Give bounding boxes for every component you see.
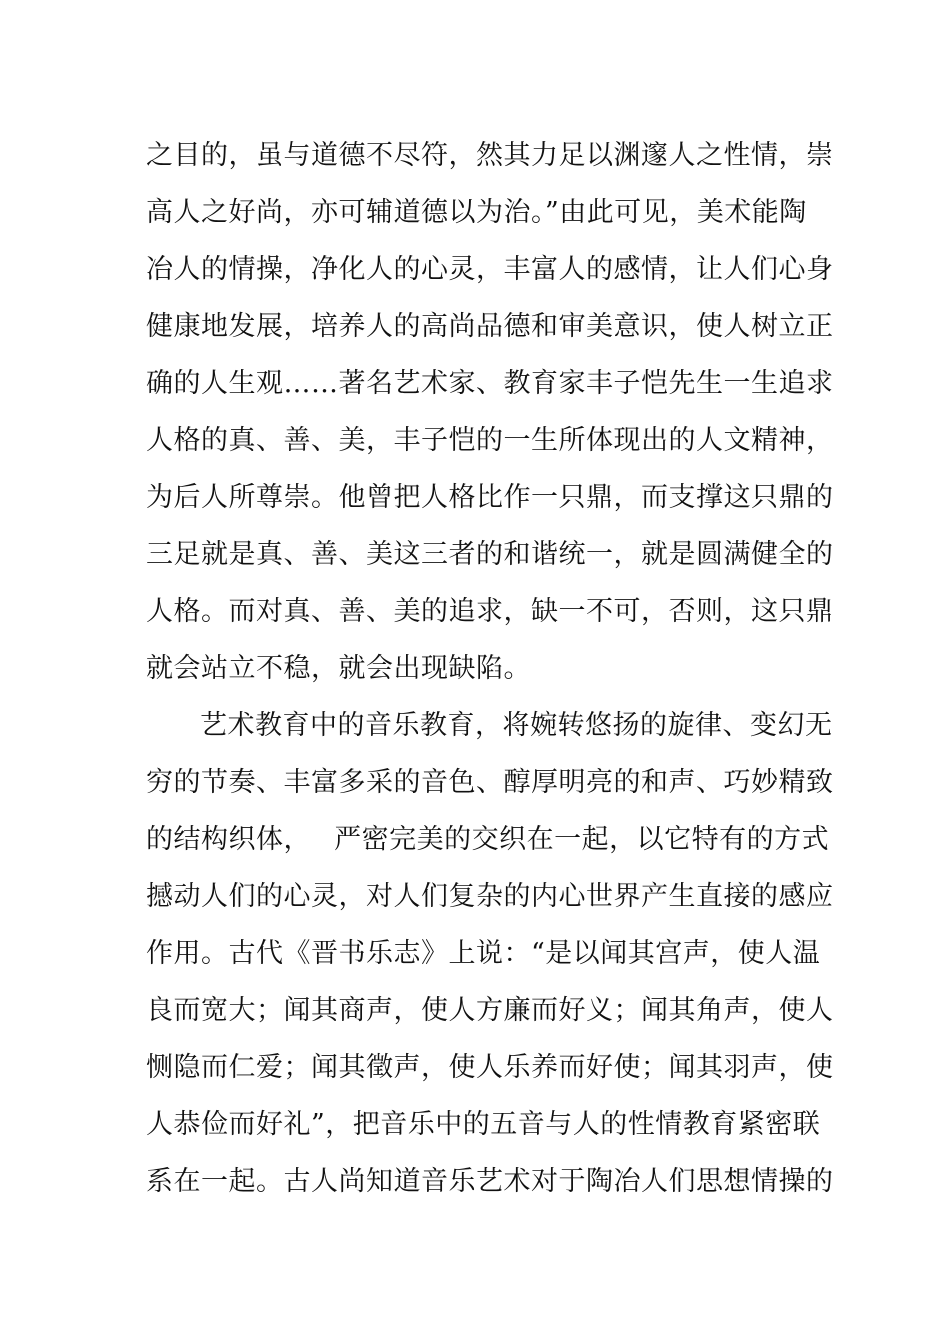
text-line: 作用。古代《晋书乐志》上说：“是以闻其宫声，使人温: [146, 938, 821, 969]
text-line: 三足就是真、善、美这三者的和谐统一，就是圆满健全的: [146, 539, 834, 570]
text-line: 撼动人们的心灵，对人们复杂的内心世界产生直接的感应: [146, 881, 834, 912]
text-line: 恻隐而仁爱；闻其徵声，使人乐养而好使；闻其羽声，使: [146, 1052, 834, 1083]
text-line: 确的人生观……著名艺术家、教育家丰子恺先生一生追求: [146, 368, 834, 399]
text-line: 人恭俭而好礼”，把音乐中的五音与人的性情教育紧密联: [146, 1109, 821, 1140]
text-line: 之目的，虽与道德不尽符，然其力足以渊邃人之性情，崇: [146, 140, 834, 171]
text-line: 艺术教育中的音乐教育，将婉转悠扬的旋律、变幻无: [200, 710, 833, 741]
text-line: 的结构织体， 严密完美的交织在一起，以它特有的方式: [146, 824, 830, 855]
text-line: 良而宽大；闻其商声，使人方廉而好义；闻其角声，使人: [146, 995, 834, 1026]
text-line: 人格。而对真、善、美的追求，缺一不可，否则，这只鼎: [146, 596, 834, 627]
text-line: 穷的节奏、丰富多采的音色、醇厚明亮的和声、巧妙精致: [146, 767, 834, 798]
text-line: 健康地发展，培养人的高尚品德和审美意识，使人树立正: [146, 311, 834, 342]
text-line: 人格的真、善、美，丰子恺的一生所体现出的人文精神，: [146, 425, 834, 456]
text-line: 高人之好尚，亦可辅道德以为治。”由此可见，美术能陶: [146, 197, 807, 228]
text-line: 就会站立不稳，就会出现缺陷。: [146, 653, 531, 684]
text-line: 为后人所尊崇。他曾把人格比作一只鼎，而支撑这只鼎的: [146, 482, 834, 513]
text-line: 系在一起。古人尚知道音乐艺术对于陶冶人们思想情操的: [146, 1166, 834, 1197]
text-line: 冶人的情操，净化人的心灵，丰富人的感情，让人们心身: [146, 254, 834, 285]
